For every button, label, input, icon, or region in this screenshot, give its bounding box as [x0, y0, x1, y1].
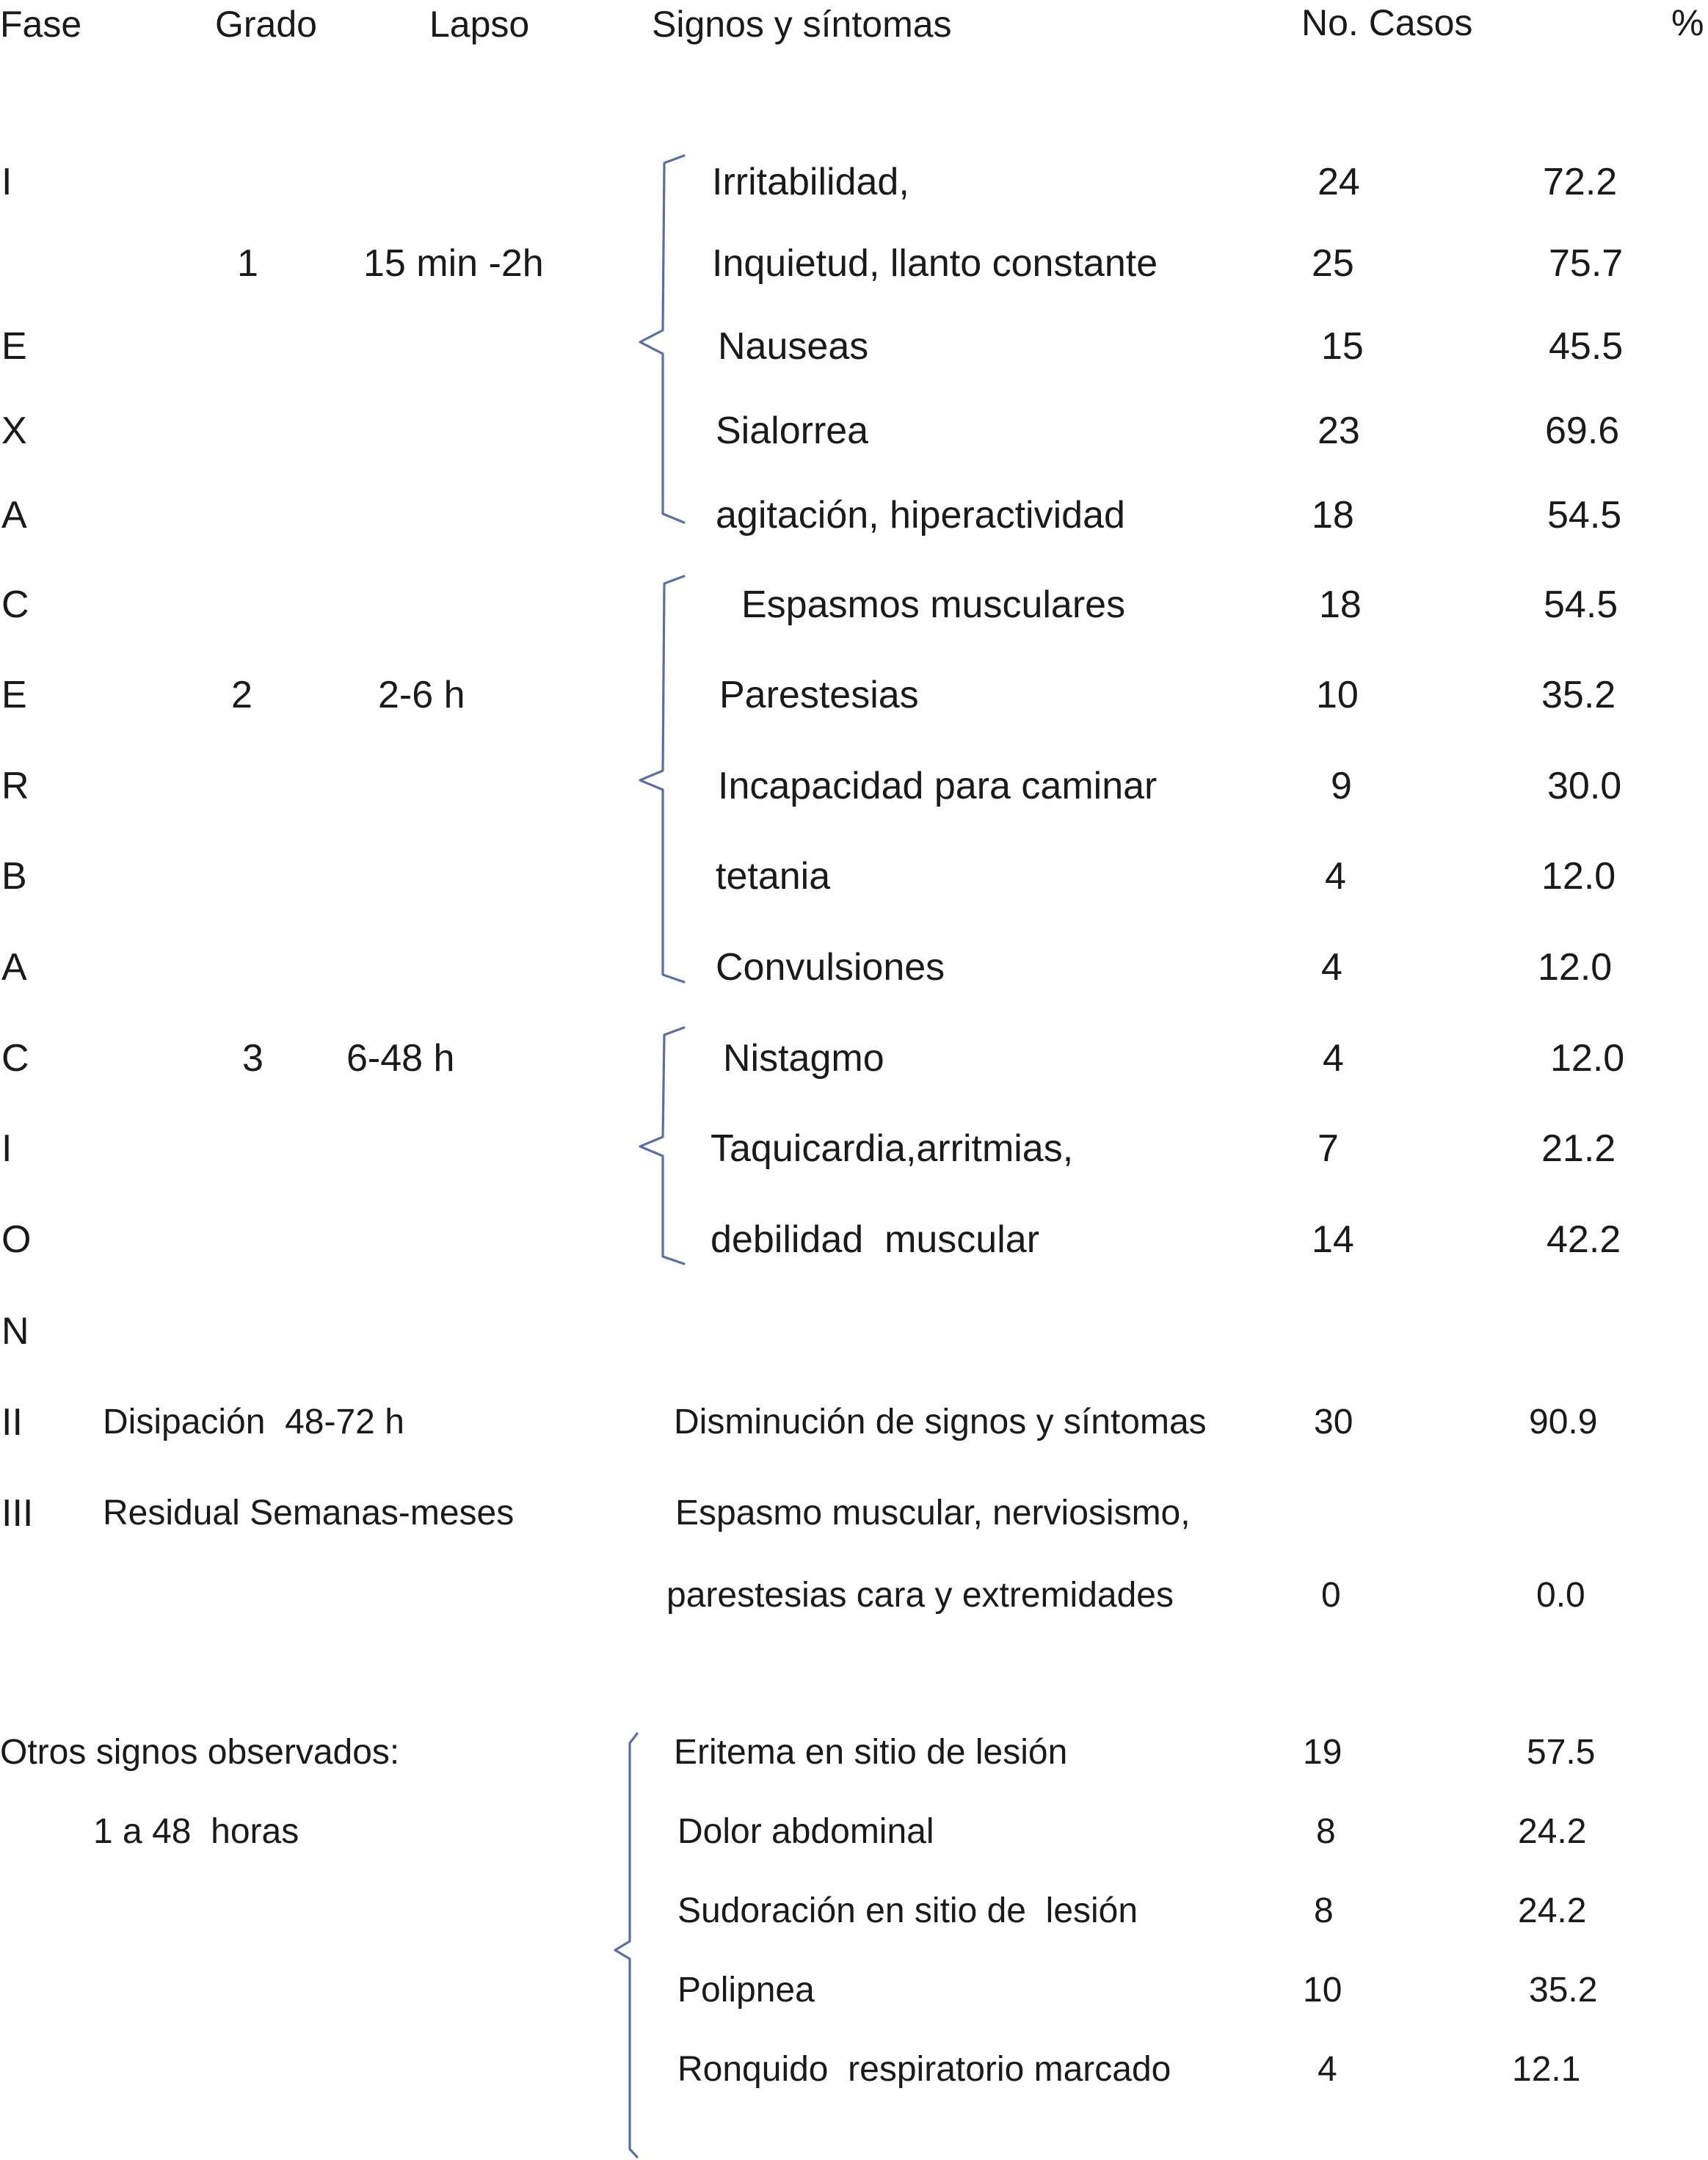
sign-label: Dolor abdominal: [677, 1812, 934, 1851]
case-percent: 54.5: [1547, 494, 1622, 537]
case-count: 10: [1303, 1971, 1342, 2010]
sign-label: Parestesias: [719, 674, 919, 716]
case-count: 18: [1319, 583, 1362, 626]
phase-letter: C: [1, 1037, 29, 1080]
sign-label: Taquicardia,arritmias,: [711, 1127, 1074, 1170]
case-count: 23: [1318, 410, 1360, 452]
sign-label: Incapacidad para caminar: [718, 765, 1158, 807]
sign-label: Irritabilidad,: [712, 161, 909, 203]
case-count: 8: [1316, 1812, 1336, 1851]
case-count: 4: [1325, 855, 1346, 898]
phase-letter: A: [1, 494, 27, 537]
case-percent: 90.9: [1529, 1403, 1598, 1441]
bracket-others: [615, 1734, 637, 2157]
sign-label: Polipnea: [677, 1971, 815, 2010]
case-percent: 35.2: [1529, 1971, 1598, 2010]
case-percent: 12.0: [1550, 1037, 1625, 1080]
case-count: 15: [1321, 325, 1364, 368]
sign-label: Espasmos musculares: [741, 583, 1126, 626]
case-count: 14: [1312, 1218, 1354, 1261]
sign-label: Ronquido respiratorio marcado: [677, 2050, 1171, 2089]
case-percent: 57.5: [1527, 1733, 1596, 1772]
case-count: 4: [1321, 946, 1342, 989]
phase-letter: N: [1, 1310, 29, 1353]
phase-label: III: [1, 1492, 34, 1535]
phase-letter: E: [1, 325, 27, 368]
phase-letter: I: [1, 161, 12, 203]
sign-label: parestesias cara y extremidades: [666, 1576, 1174, 1615]
case-percent: 0.0: [1536, 1576, 1585, 1615]
sign-label: Sudoración en sitio de lesión: [677, 1891, 1138, 1930]
phase-description: Disipación 48-72 h: [103, 1403, 404, 1441]
grade-lapse: 15 min -2h: [363, 242, 544, 285]
case-percent: 24.2: [1518, 1891, 1587, 1930]
sign-label: Espasmo muscular, nerviosismo,: [675, 1494, 1191, 1532]
sign-label: Inquietud, llanto constante: [712, 242, 1158, 285]
header-signos: Signos y síntomas: [652, 4, 952, 45]
phase-letter: O: [1, 1218, 32, 1261]
grade-number: 1: [237, 242, 258, 285]
phase-letter: I: [1, 1127, 12, 1170]
phase-letter: X: [1, 410, 27, 452]
case-percent: 12.0: [1538, 946, 1613, 989]
others-time: 1 a 48 horas: [93, 1812, 299, 1851]
sign-label: debilidad muscular: [711, 1218, 1040, 1261]
case-percent: 45.5: [1549, 325, 1624, 368]
header-grado: Grado: [215, 4, 317, 45]
sign-label: Eritema en sitio de lesión: [674, 1733, 1068, 1772]
case-percent: 12.1: [1512, 2050, 1581, 2089]
case-percent: 75.7: [1549, 242, 1624, 285]
phase-description: Residual Semanas-meses: [103, 1494, 515, 1532]
case-percent: 42.2: [1547, 1218, 1621, 1261]
case-percent: 35.2: [1541, 674, 1616, 716]
header-casos: No. Casos: [1301, 2, 1473, 43]
case-count: 0: [1321, 1576, 1341, 1615]
case-count: 24: [1318, 161, 1360, 203]
case-count: 25: [1312, 242, 1354, 285]
bracket-grade-2: [640, 576, 684, 982]
sign-label: tetania: [716, 855, 831, 898]
case-count: 4: [1318, 2050, 1337, 2089]
case-count: 10: [1316, 674, 1359, 716]
case-count: 9: [1331, 765, 1352, 807]
grade-lapse: 6-48 h: [346, 1037, 455, 1080]
bracket-grade-1: [640, 156, 684, 523]
case-percent: 12.0: [1541, 855, 1616, 898]
grade-lapse: 2-6 h: [378, 674, 465, 716]
phase-letter: A: [1, 946, 27, 989]
phase-letter: E: [1, 674, 27, 716]
case-count: 4: [1323, 1037, 1344, 1080]
sign-label: Nauseas: [718, 325, 869, 368]
case-percent: 72.2: [1543, 161, 1618, 203]
phase-label: II: [1, 1401, 23, 1444]
case-count: 7: [1318, 1127, 1339, 1170]
case-percent: 30.0: [1547, 765, 1622, 807]
header-fase: Fase: [0, 4, 82, 45]
sign-label: Sialorrea: [716, 410, 869, 452]
sign-label: Nistagmo: [723, 1037, 884, 1080]
phase-letter: C: [1, 583, 29, 626]
grade-number: 2: [231, 674, 252, 716]
case-percent: 69.6: [1545, 410, 1620, 452]
phase-letter: B: [1, 855, 27, 898]
sign-label: Disminución de signos y síntomas: [674, 1403, 1207, 1441]
case-count: 18: [1312, 494, 1354, 537]
others-title: Otros signos observados:: [0, 1733, 400, 1772]
sign-label: agitación, hiperactividad: [716, 494, 1125, 537]
case-count: 30: [1314, 1403, 1353, 1441]
case-percent: 21.2: [1541, 1127, 1616, 1170]
grade-number: 3: [242, 1037, 264, 1080]
sign-label: Convulsiones: [716, 946, 945, 989]
case-count: 8: [1314, 1891, 1334, 1930]
case-percent: 24.2: [1518, 1812, 1587, 1851]
bracket-grade-3: [640, 1028, 684, 1264]
case-percent: 54.5: [1544, 583, 1618, 626]
phase-letter: R: [1, 765, 29, 807]
case-count: 19: [1303, 1733, 1342, 1772]
header-pct: %: [1671, 2, 1704, 43]
header-lapso: Lapso: [429, 4, 530, 45]
